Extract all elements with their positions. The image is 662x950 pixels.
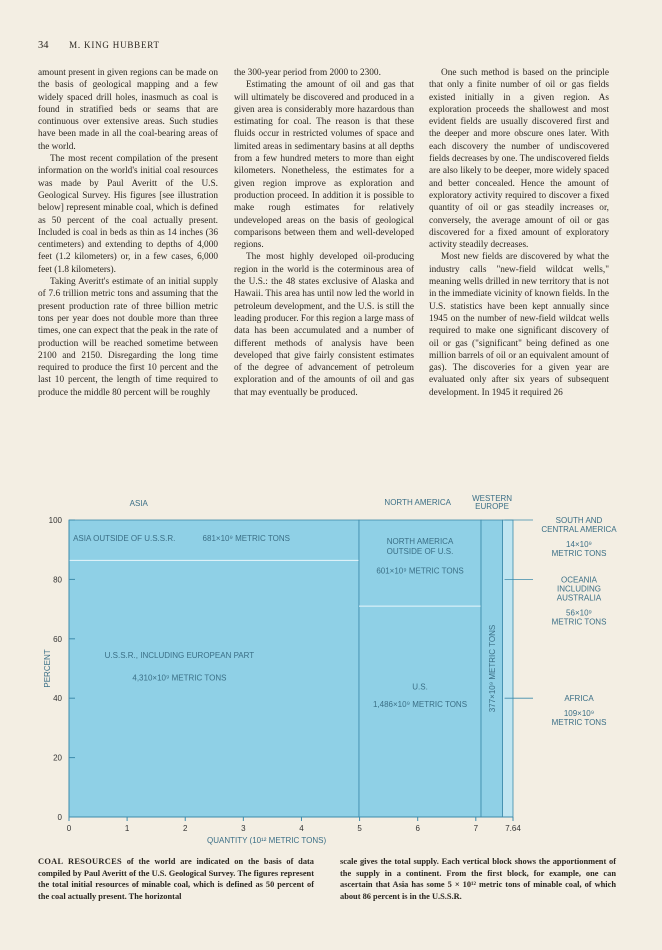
region-label: CENTRAL AMERICA bbox=[541, 525, 617, 534]
y-tick-label: 100 bbox=[48, 516, 62, 525]
coal-resources-chart bbox=[36, 492, 656, 852]
segment-value: 377×10⁹ METRIC TONS bbox=[488, 624, 498, 713]
x-tick-label: 1 bbox=[124, 824, 130, 833]
region-value-unit: METRIC TONS bbox=[551, 549, 607, 558]
y-tick-label: 80 bbox=[53, 575, 62, 585]
segment-value: 601×10⁹ METRIC TONS bbox=[376, 566, 464, 576]
y-axis-label: PERCENT bbox=[43, 649, 52, 688]
y-tick-label: 20 bbox=[53, 753, 62, 763]
region-value-unit: METRIC TONS bbox=[551, 718, 607, 728]
continent-label: EUROPE bbox=[475, 502, 509, 511]
region-label: SOUTH AND bbox=[555, 516, 603, 525]
segment-label: OUTSIDE OF U.S. bbox=[386, 547, 454, 557]
coal-resources-figure bbox=[36, 492, 656, 852]
segment-label: U.S.S.R., INCLUDING EUROPEAN PART bbox=[104, 651, 255, 661]
paragraph: amount present in given regions can be made on the basis of geological mapping and a few widely spaced drill holes, inasmuch as coal is found in stratified beds or seams that are continuous over extensive areas. Such studies have been made in all the coal-bearing areas of the world. bbox=[38, 68, 218, 152]
region-label: INCLUDING bbox=[556, 584, 602, 594]
running-author: M. KING HUBBERT bbox=[69, 40, 160, 50]
x-axis-label: QUANTITY (10¹² METRIC TONS) bbox=[207, 836, 327, 845]
text-column-3 bbox=[429, 67, 609, 399]
segment-label: NORTH AMERICA bbox=[386, 536, 454, 546]
region-value: 14×10⁹ bbox=[566, 540, 592, 549]
continent-block bbox=[359, 520, 481, 817]
segment-value: 1,486×10⁹ METRIC TONS bbox=[372, 700, 468, 710]
x-tick-label: 0 bbox=[66, 824, 72, 833]
page-header bbox=[38, 40, 160, 51]
continent-block bbox=[503, 520, 513, 817]
text-column-1 bbox=[38, 67, 218, 399]
x-tick-label: 3 bbox=[241, 824, 246, 833]
paragraph: The most recent compilation of the present information on the world's initial coal resources was made by Paul Averitt of the U.S. Geological Survey. His figures [see illustration below] represent minable coal, which is defined as 50 percent of the coal actually present. Included is coal in beds as thin as 14 inches (36 centimeters) and extending to depths of 4,000 feet (1.2 kilometers) or, in a few cases, 6,000 feet (1.8 kilometers). bbox=[38, 154, 218, 275]
segment-value: 4,310×10⁹ METRIC TONS bbox=[132, 673, 227, 683]
paragraph: Taking Averitt's estimate of an initial supply of 7.6 trillion metric tons and assuming that the present production rate of three billion metric tons per year does not double more than three times, one can expect that the peak in the rate of production will be reached sometime between 2100 and 2150. Disregarding the long time required to produce the first 10 percent and the last 10 percent, the length of time required to produce the middle 80 percent will be roughly bbox=[38, 277, 218, 398]
caption-right: scale gives the total supply. Each vertical block shows the apportionment of the supply in a continent. From the first block, for example, one can ascertain that Asia has some 5 × 10¹² metric tons of minable coal, of which about 86 percent is in the U.S.S.R. bbox=[340, 857, 616, 901]
y-tick-label: 40 bbox=[53, 694, 62, 704]
x-tick-label: 5 bbox=[357, 824, 362, 833]
region-value-unit: METRIC TONS bbox=[551, 617, 607, 627]
region-label: AUSTRALIA bbox=[556, 593, 602, 603]
region-value: 109×10⁹ bbox=[563, 709, 595, 719]
x-tick-label: 2 bbox=[183, 824, 188, 833]
segment-label: ASIA OUTSIDE OF U.S.S.R. bbox=[73, 533, 176, 543]
x-tick-label: 7.64 bbox=[505, 824, 521, 833]
continent-label: WESTERN bbox=[472, 494, 513, 503]
x-tick-label: 4 bbox=[299, 824, 304, 833]
region-value: 56×10⁹ bbox=[566, 608, 592, 618]
caption-left bbox=[38, 856, 314, 902]
page-number: 34 bbox=[38, 40, 49, 51]
paragraph: One such method is based on the principle that only a finite number of oil or gas fields existed initially in a given region. As exploration proceeds the shallowest and most evident fields are usually discovered first and the deeper and more obscure ones later. With each discovery the number of undiscovered fields decreases by one. The undiscovered fields are also likely to be deeper, more widely spaced and better concealed. Hence the amount of exploratory activity required to discover a fixed quantity of oil or gas steadily increases or, conversely, the average amount of oil or gas discovered for a fixed amount of exploratory activity steadily decreases. bbox=[429, 68, 609, 251]
continent-label: ASIA bbox=[129, 499, 148, 508]
y-tick-label: 60 bbox=[53, 634, 62, 644]
x-tick-label: 7 bbox=[473, 824, 479, 833]
y-tick-label: 0 bbox=[57, 813, 62, 822]
segment-label: U.S. bbox=[412, 682, 428, 692]
paragraph: Most new fields are discovered by what the industry calls "new-field wildcat wells," meaning wells drilled in new territory that is not in the immediate vicinity of known fields. In the U.S. statistics have been kept annually since 1945 on the number of new-field wildcat wells required to make one significant discovery of oil or gas ("significant" being defined as one million barrels of oil or an equivalent amount of gas). The discoveries for a given year are evaluated only after six years of subsequent development. In 1945 it required 26 bbox=[429, 252, 609, 398]
paragraph: Estimating the amount of oil and gas that will ultimately be discovered and produced in a given area is considerably more hazardous than estimating for coal. The reason is that these fluids occur in restricted volumes of space and limited areas in sedimentary basins at all depths from a few hundred meters to more than eight kilometers. Nonetheless, the estimates for a given region improve as exploration and production proceed. In addition it is possible to make rough estimates for relatively undeveloped areas on the basis of geological comparisons between them and well-developed regions. bbox=[234, 80, 414, 251]
segment-value: 681×10⁹ METRIC TONS bbox=[202, 533, 290, 543]
region-label: OCEANIA bbox=[560, 575, 598, 585]
region-label: AFRICA bbox=[564, 694, 594, 704]
continent-label: NORTH AMERICA bbox=[384, 498, 451, 507]
text-column-2 bbox=[234, 67, 414, 399]
continent-block bbox=[69, 520, 359, 817]
x-tick-label: 6 bbox=[415, 824, 420, 833]
paragraph: The most highly developed oil-producing region in the world is the coterminous area of the U.S.: the 48 states exclusive of Alaska and Hawaii. This area has until now led the world in petroleum development, and the U.S. is still the leading producer. For this region a large mass of data has been accumulated and a number of different methods of analysis have been developed that give fairly consistent estimates of the degree of advancement of petroleum exploration and of the amounts of oil and gas that may eventually be produced. bbox=[234, 252, 414, 398]
paragraph: the 300-year period from 2000 to 2300. bbox=[234, 68, 381, 78]
caption-lead: COAL RESOURCES bbox=[38, 857, 122, 866]
caption-left-text: of the world are indicated on the basis of data compiled by Paul Averitt of the U.S. Geological Survey. The figures represent the total initial resources of minable coal, which is defined as 50 percent of the coal actually present. The horizontal bbox=[38, 857, 314, 901]
